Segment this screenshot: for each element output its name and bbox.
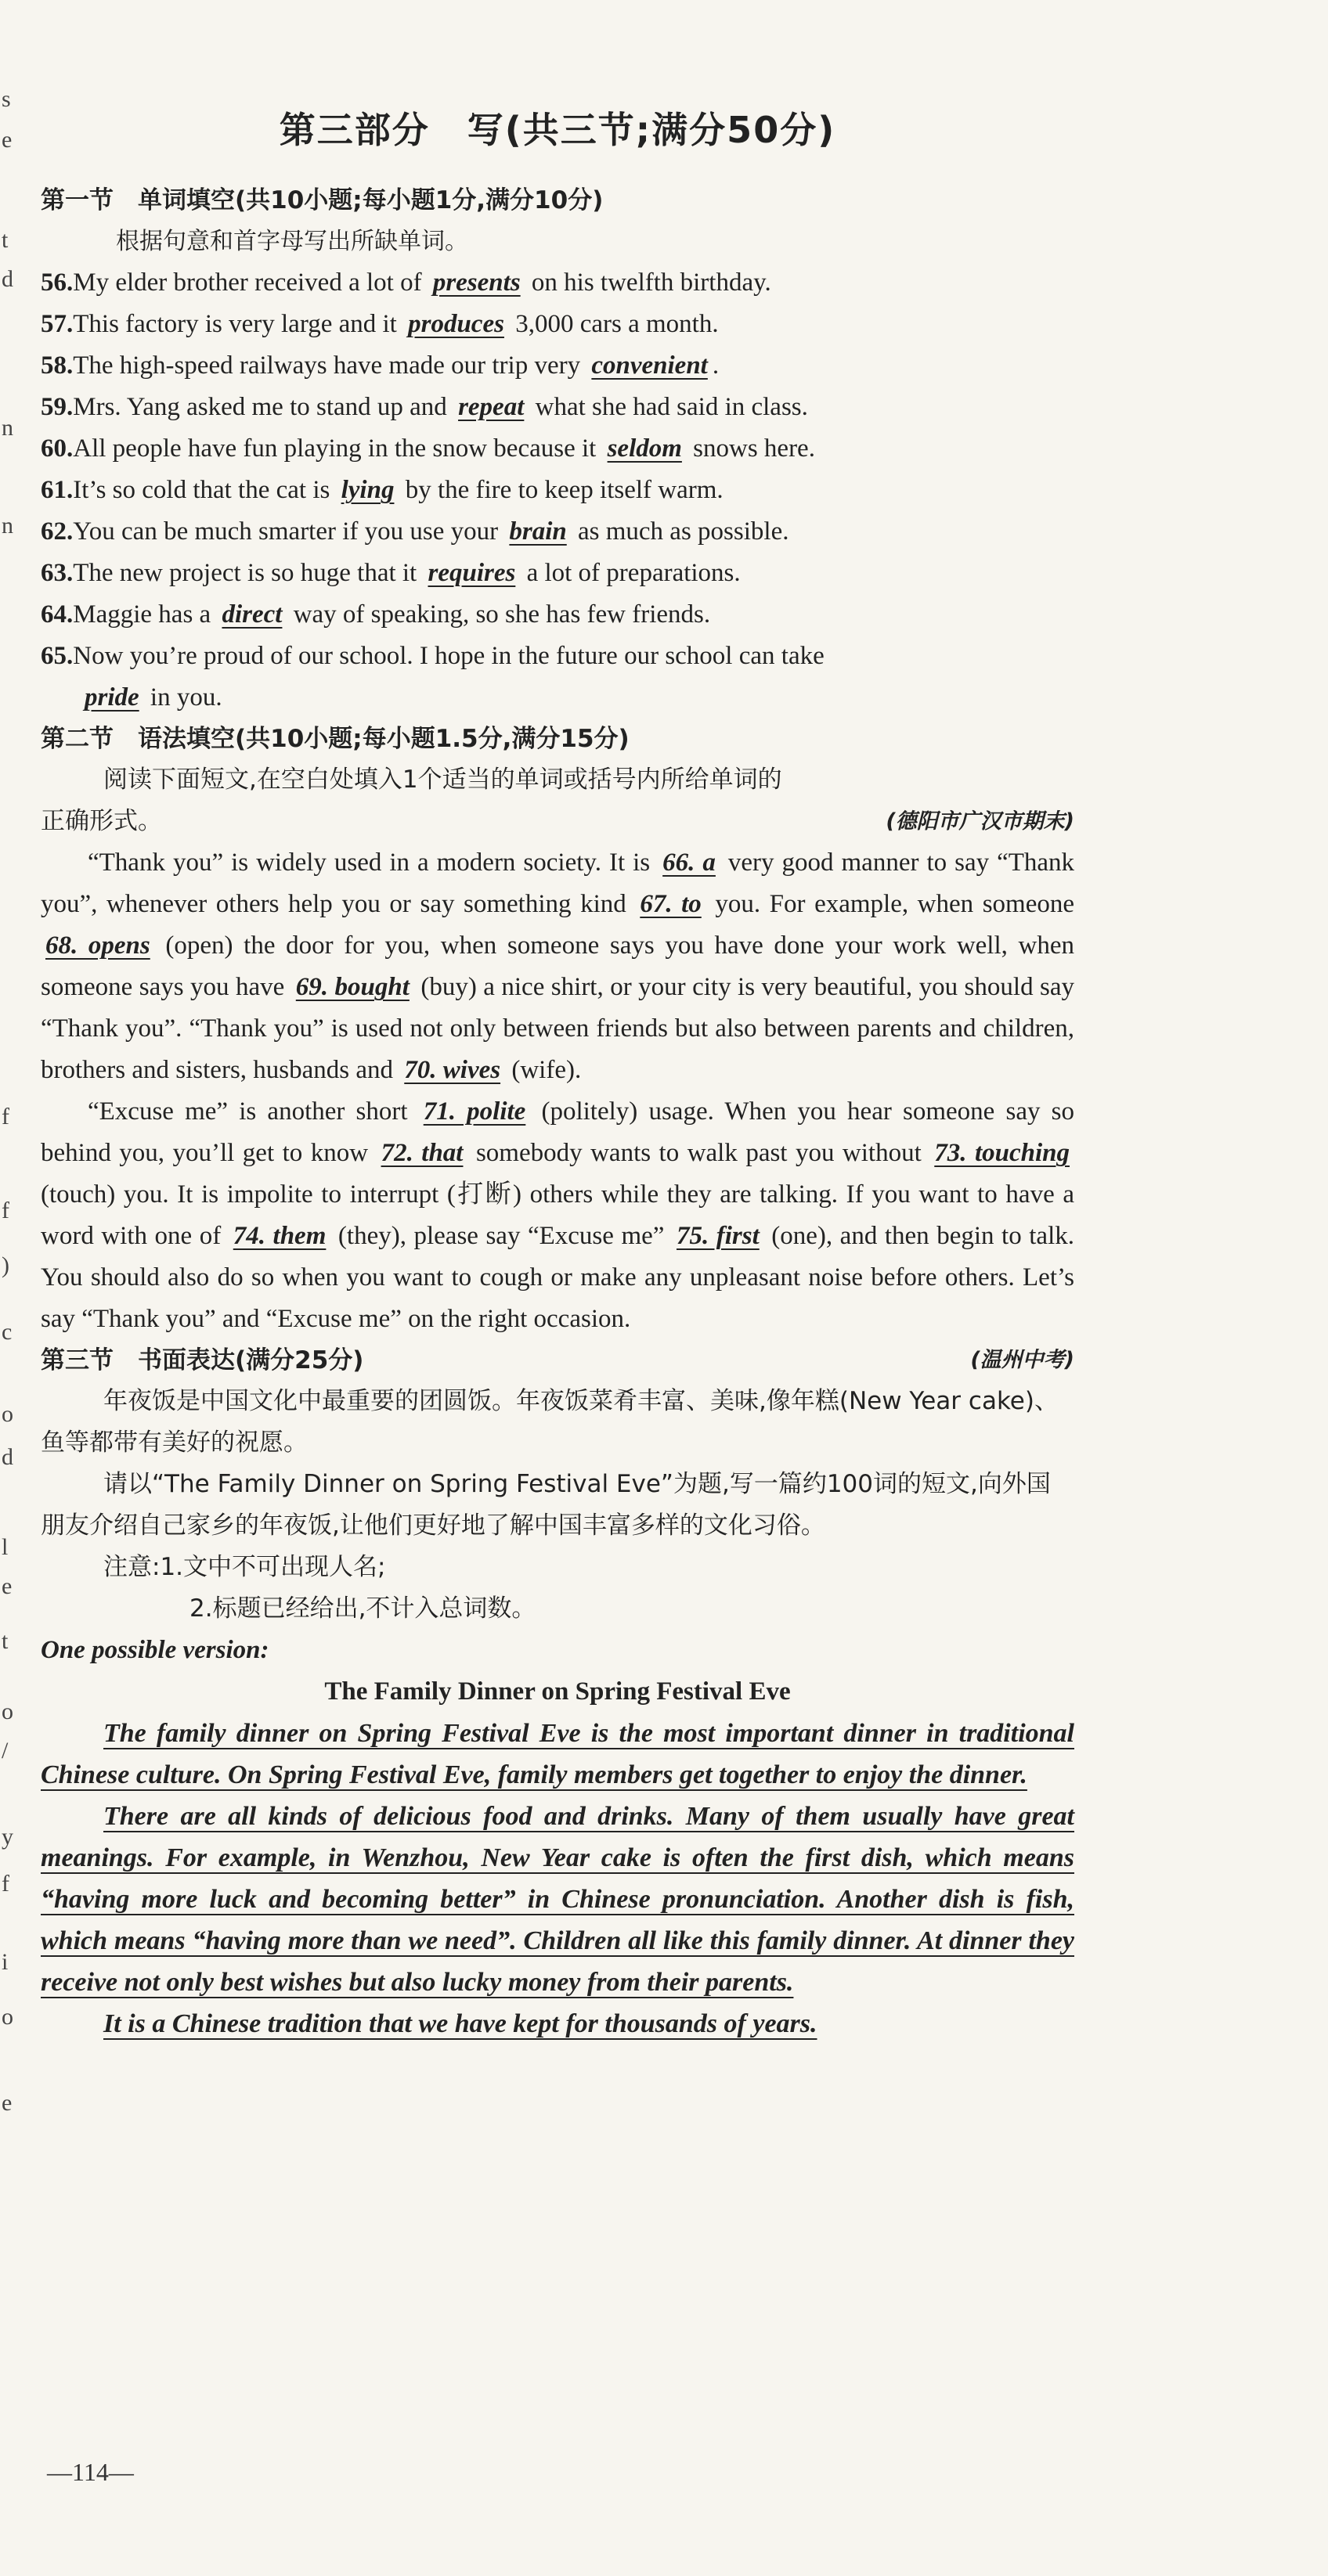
section1-instruction: 根据句意和首字母写出所缺单词。	[116, 228, 468, 255]
question-61: 61.It’s so cold that the cat is lying by the fire to keep itself warm.	[41, 476, 724, 504]
margin-letter: o	[2, 1401, 13, 1427]
answer-62: brain	[509, 517, 567, 546]
answer-59: repeat	[458, 393, 525, 421]
margin-letter: n	[2, 415, 13, 441]
essay-paragraph-1: The family dinner on Spring Festival Eve is the most important dinner in traditional Chinese culture. On Spring Festival Eve, family members get together to enjoy the dinner.	[41, 1719, 1074, 1789]
page-content	[41, 102, 1074, 2045]
margin-letter: y	[2, 1824, 13, 1850]
margin-letter: c	[2, 1319, 13, 1345]
blank-72: 72. that	[381, 1139, 464, 1167]
section3-background: 年夜饭是中国文化中最重要的团圆饭。年夜饭菜肴丰富、美味,像年糕(New Year cake)、鱼等都带有美好的祝愿。	[41, 1387, 1059, 1457]
section3-task: 请以“The Family Dinner on Spring Festival Eve”为题,写一篇约100词的短文,向外国朋友介绍自己家乡的年夜饭,让他们更好地了解中国丰富多样的文化习俗。	[41, 1470, 1051, 1540]
margin-letter: o	[2, 1699, 13, 1724]
blank-73: 73. touching	[934, 1139, 1070, 1167]
blank-66: 66. a	[662, 848, 716, 877]
answer-65: pride	[85, 683, 139, 712]
part-title: 第三部分 写(共三节;满分50分)	[279, 109, 836, 151]
essay-title: The Family Dinner on Spring Festival Eve	[324, 1677, 791, 1706]
margin-letter: e	[2, 1573, 13, 1599]
section2-instruction: 阅读下面短文,在空白处填入1个适当的单词或括号内所给单词的	[103, 766, 782, 794]
margin-letter: f	[2, 1198, 9, 1223]
question-59: 59.Mrs. Yang asked me to stand up and repeat what she had said in class.	[41, 393, 808, 421]
margin-letter: n	[2, 513, 13, 539]
question-62: 62.You can be much smarter if you use your brain as much as possible.	[41, 517, 789, 546]
margin-letter: d	[2, 266, 13, 292]
margin-letter: i	[2, 1949, 9, 1975]
margin-letter: f	[2, 1104, 9, 1129]
margin-letter: s	[2, 86, 11, 112]
blank-70: 70. wives	[404, 1056, 501, 1084]
question-60: 60.All people have fun playing in the snow because it seldom snows here.	[41, 434, 815, 463]
section3-title: 第三节 书面表达(满分25分) (温州中考)	[41, 1340, 1074, 1381]
page-number: —114—	[47, 2458, 134, 2486]
margin-letter: l	[2, 1534, 9, 1560]
margin-letter: )	[2, 1252, 9, 1278]
section3-note-2: 2.标题已经给出,不计入总词数。	[189, 1594, 536, 1623]
answer-58: convenient	[591, 351, 708, 380]
answer-64: direct	[222, 600, 283, 629]
margin-letter: /	[2, 1738, 9, 1764]
question-65: 65.Now you’re proud of our school. I hope in the future our school can take	[41, 642, 825, 670]
section3-note-1: 注意:1.文中不可出现人名;	[103, 1553, 386, 1581]
passage-paragraph-1: “Thank you” is widely used in a modern society. It is 66. a very good manner to say “Thank you”, whenever others help you or say something kind 67. to you. For example, when someone 68. opens (open) the door for you, when someone says you have done your work well, when someone says you have 69. bought (buy) a nice shirt, or your city is very beautiful, you should say “Thank you”. “Thank you” is used not only between friends but also between parents and children, brothers and sisters, husbands and 70. wives (wife).	[41, 848, 1075, 1084]
section2-instruction-row: 正确形式。 (德阳市广汉市期末)	[41, 801, 1074, 842]
margin-letter: t	[2, 1628, 9, 1654]
possible-version-label: One possible version:	[41, 1636, 269, 1664]
question-64: 64.Maggie has a direct way of speaking, so she has few friends.	[41, 600, 711, 629]
section1-title: 第一节 单词填空(共10小题;每小题1分,满分10分)	[41, 186, 604, 214]
blank-67: 67. to	[640, 890, 702, 918]
question-56: 56.My elder brother received a lot of presents on his twelfth birthday.	[41, 268, 771, 297]
question-63: 63.The new project is so huge that it requires a lot of preparations.	[41, 559, 741, 587]
section3-source: (温州中考)	[970, 1348, 1074, 1372]
section2-source: (德阳市广汉市期末)	[886, 809, 1074, 834]
margin-letter: t	[2, 227, 9, 253]
margin-letter: e	[2, 127, 13, 153]
answer-60: seldom	[607, 434, 682, 463]
essay-paragraph-2: There are all kinds of delicious food and drinks. Many of them usually have great meanings. For example, in Wenzhou, New Year cake is often the first dish, which means “having more luck and becoming better” in Chinese pronunciation. Another dish is fish, which means “having more than we need”. Children all like this family dinner. At dinner they receive not only best wishes but also lucky money from their parents.	[41, 1802, 1074, 1997]
blank-71: 71. polite	[423, 1097, 526, 1126]
margin-letter: e	[2, 2090, 13, 2116]
margin-letter: f	[2, 1871, 9, 1897]
blank-69: 69. bought	[295, 973, 410, 1001]
blank-75: 75. first	[676, 1222, 760, 1250]
blank-68: 68. opens	[45, 931, 150, 960]
question-57: 57.This factory is very large and it produces 3,000 cars a month.	[41, 310, 719, 338]
answer-56: presents	[432, 268, 521, 297]
answer-63: requires	[428, 559, 516, 587]
passage-paragraph-2: “Excuse me” is another short 71. polite (politely) usage. When you hear someone say so behind you, you’ll get to know 72. that somebody wants to walk past you without 73. touching (touch) you. It is impolite to interrupt (打断) others while they are talking. If you want to have a word with one of 74. them (they), please say “Excuse me” 75. first (one), and then begin to talk. You should also do so when you want to cough or make any unpleasant noise before others. Let’s say “Thank you” and “Excuse me” on the right occasion.	[41, 1097, 1074, 1333]
question-65-cont: pride in you.	[41, 677, 1074, 719]
question-58: 58.The high-speed railways have made our trip very convenient .	[41, 351, 720, 380]
margin-letter: o	[2, 2004, 13, 2030]
answer-61: lying	[341, 476, 395, 504]
margin-letter: d	[2, 1444, 13, 1470]
essay-paragraph-3: It is a Chinese tradition that we have kept for thousands of years.	[103, 2009, 817, 2038]
answer-57: produces	[408, 310, 504, 338]
blank-74: 74. them	[233, 1222, 327, 1250]
section2-title: 第二节 语法填空(共10小题;每小题1.5分,满分15分)	[41, 725, 630, 753]
